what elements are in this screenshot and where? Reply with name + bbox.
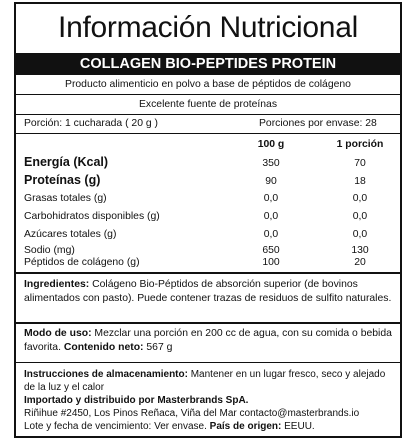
origin-heading: País de origen: xyxy=(209,421,282,432)
usage-heading: Modo de uso: xyxy=(24,328,92,339)
row-carbs-portion: 0,0 xyxy=(352,211,368,222)
storage-heading: Instrucciones de almacenamiento: xyxy=(24,369,188,380)
row-collagen-100g: 100 xyxy=(262,257,280,268)
net-content-value: 567 g xyxy=(143,341,173,353)
nutrition-claim: Excelente fuente de proteínas xyxy=(138,99,278,110)
row-sugar-portion: 0,0 xyxy=(352,229,368,240)
column-header-portion: 1 porción xyxy=(336,139,384,150)
row-collagen-portion: 20 xyxy=(354,257,366,268)
storage-text: Mantener en un lugar fresco, seco y alejado de la luz y el calor xyxy=(24,369,386,393)
net-content-heading: Contenido neto: xyxy=(63,341,144,353)
usage-text: Mezclar una porción en 200 cc de agua, con su comida o bebida favorita. xyxy=(24,328,392,353)
importer-address: Riñihue #2450, Los Pinos Reñaca, Viña del Mar contacto@masterbrands.io xyxy=(24,408,360,419)
row-sugar-100g: 0,0 xyxy=(263,229,279,240)
divider xyxy=(16,114,400,115)
row-protein-portion: 18 xyxy=(354,176,366,187)
nutrition-label xyxy=(14,2,402,438)
row-fat-portion: 0,0 xyxy=(352,193,368,204)
lot-origin xyxy=(24,421,315,434)
origin-value: EEUU. xyxy=(281,421,315,432)
row-energy-100g: 350 xyxy=(262,158,280,169)
importer-name: Importado y distribuido por Masterbrands SpA. xyxy=(24,395,249,406)
row-protein-100g: 90 xyxy=(265,176,277,187)
row-sodium-100g: 650 xyxy=(262,245,280,256)
ingredients-heading: Ingredientes: xyxy=(24,279,90,290)
lot-info: Lote y fecha de vencimiento: Ver envase. xyxy=(24,421,210,432)
usage xyxy=(24,327,394,354)
storage xyxy=(24,369,394,394)
row-energy-label: Energía (Kcal) xyxy=(24,155,109,169)
ingredients-text: Colágeno Bio-Péptidos de absorción superior (de bovinos alimentados con pasto). Puede contener trazas de residuos de sulfito naturales. xyxy=(24,279,392,304)
product-description: Producto alimenticio en polvo a base de péptidos de colágeno xyxy=(65,79,351,90)
row-sodium-label: Sodio (mg) xyxy=(24,245,75,256)
row-protein-label: Proteínas (g) xyxy=(24,173,101,187)
divider xyxy=(16,94,400,95)
row-sodium-portion: 130 xyxy=(351,245,369,256)
divider xyxy=(16,322,400,324)
portion-size: Porción: 1 cucharada ( 20 g ) xyxy=(24,118,158,129)
row-collagen-label: Péptidos de colágeno (g) xyxy=(24,257,140,268)
divider xyxy=(16,133,400,134)
column-header-100g: 100 g xyxy=(257,139,285,150)
row-carbs-label: Carbohidratos disponibles (g) xyxy=(24,211,160,222)
row-fat-100g: 0,0 xyxy=(263,193,279,204)
ingredients xyxy=(24,278,394,305)
row-energy-portion: 70 xyxy=(354,158,366,169)
portions-per-pack: Porciones por envase: 28 xyxy=(259,118,377,129)
label-title: Información Nutricional xyxy=(58,11,358,44)
row-sugar-label: Azúcares totales (g) xyxy=(24,229,117,240)
divider xyxy=(16,272,400,274)
divider xyxy=(16,362,400,363)
row-fat-label: Grasas totales (g) xyxy=(24,193,107,204)
row-carbs-100g: 0,0 xyxy=(263,211,279,222)
product-name-banner: COLLAGEN BIO-PEPTIDES PROTEIN xyxy=(16,53,400,75)
